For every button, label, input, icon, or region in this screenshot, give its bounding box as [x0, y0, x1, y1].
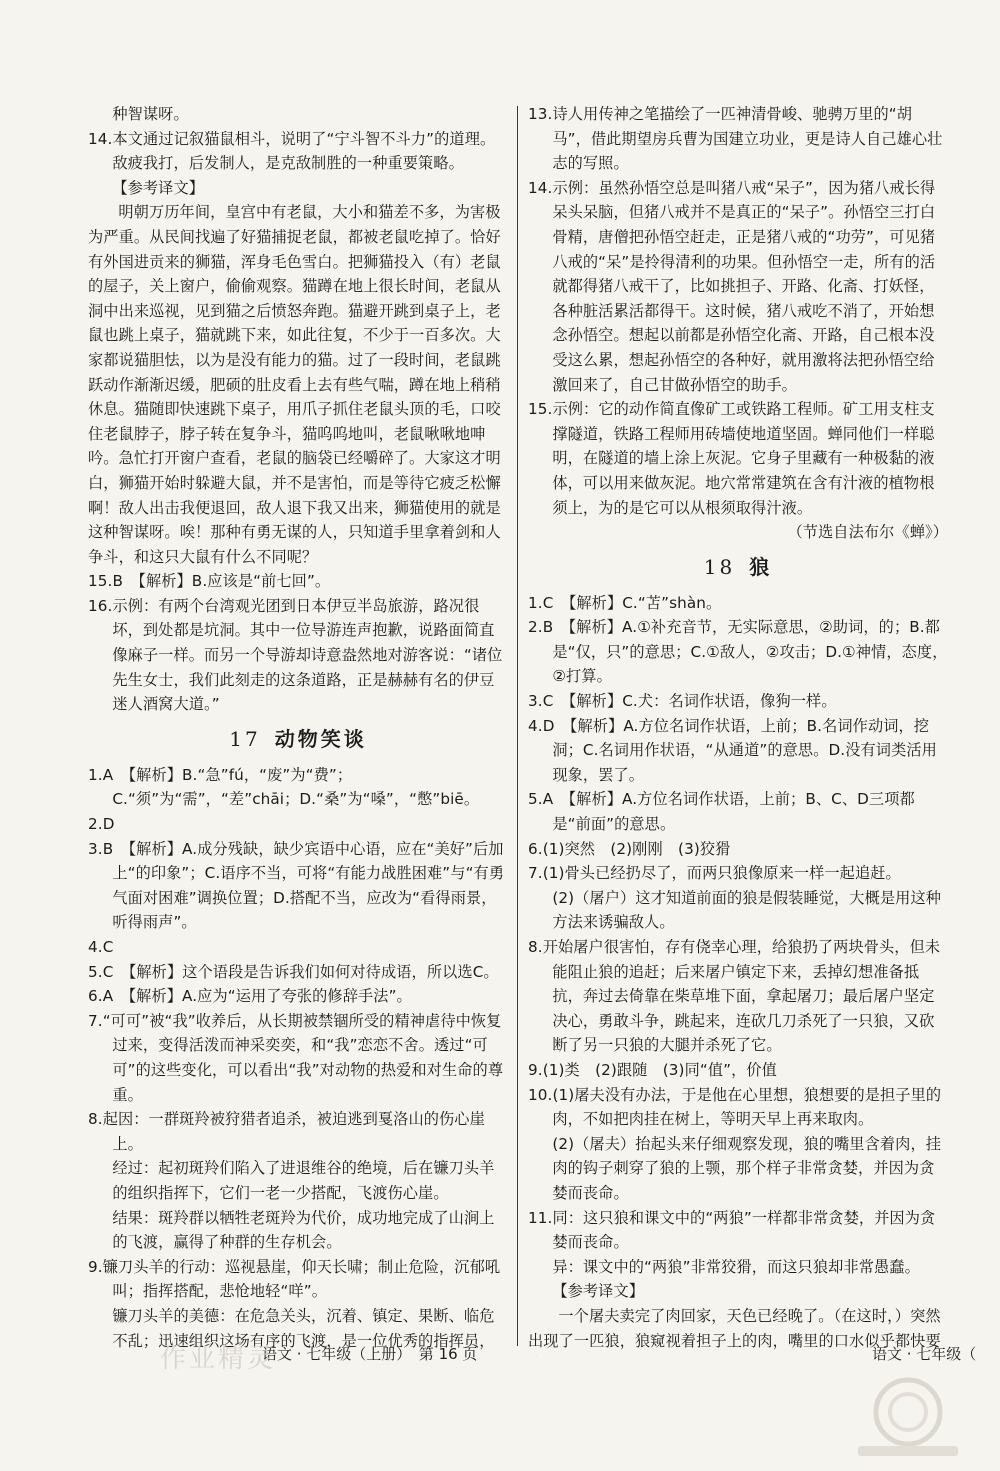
answer-paragraph: 镰刀头羊的美德：在危急关头，沉着、镇定、果断、临危不乱；迅速组织这场有序的飞渡，是一位优秀的指挥员， [112, 1306, 495, 1350]
reference-translation-label: 【参考译文】 [112, 178, 205, 197]
answer-paragraph: 16.示例：有两个台湾观光团到日本伊豆半岛旅游，路况很坏，到处都是坑洞。其中一位导游连声抱歉，说路面简直像麻子一样。而另一个导游却诗意盎然地对游客说：“诸位先生女士，我们此刻走的这条道路，正是赫赫有名的伊豆迷人酒窝大道。” [88, 596, 503, 714]
answer-paragraph: 6.A 【解析】A.应为“运用了夸张的修辞手法”。 [88, 987, 412, 1006]
answer-paragraph: 13.诗人用传神之笔描绘了一匹神清骨峻、驰骋万里的“胡马”，借此期望房兵曹为国建立功业，更是诗人自己雄心壮志的写照。 [528, 105, 943, 173]
reference-translation-label: 【参考译文】 [552, 1282, 645, 1301]
answer-paragraph: 6.(1)突然 (2)刚刚 (3)狡猾 [528, 839, 731, 858]
answer-paragraph: 15.示例：它的动作简直像矿工或铁路工程师。矿工用支柱支撑隧道，铁路工程师用砖墙使地道坚固。蝉同他们一样聪明，在隧道的墙上涂上灰泥。它身子里藏有一种极黏的液体，可以用来做灰泥。地穴常常建筑在含有汁液的植物根须上，为的是它可以从根须取得汁液。 [528, 400, 935, 517]
answer-paragraph: 11.同：这只狼和课文中的“两狼”一样都非常贪婪，并因为贪婪而丧命。 [528, 1208, 936, 1252]
lesson-heading [528, 553, 948, 581]
answer-paragraph: 10.(1)屠夫没有办法，于是他在心里想，狼想要的是担子里的肉，不如把肉挂在树上，等明天早上再来取肉。 [528, 1085, 942, 1129]
answer-paragraph: 1.A 【解析】B.“急”fú，“废”为“费”；C.“须”为“需”，“差”chāi；D.“桑”为“嗓”，“憋”biē。 [88, 765, 480, 809]
lesson-heading [88, 725, 508, 753]
answer-paragraph: 2.B 【解析】A.①补充音节，无实际意思，②助词，的；B.都是“仅，只”的意思；C.①敌人，②攻击；D.①神情，态度，②打算。 [528, 618, 948, 686]
answer-paragraph: 一个屠夫卖完了肉回家，天色已经晚了。（在这时，）突然出现了一匹狼，狼窥视着担子上的肉，嘴里的口水似乎都快要 [528, 1306, 941, 1350]
answer-paragraph: 9.镰刀头羊的行动：巡视悬崖，仰天长啸；制止危险，沉郁吼叫；指挥搭配，悲怆地轻“咩”。 [88, 1257, 501, 1301]
answer-paragraph: 15.B 【解析】B.应该是“前七回”。 [88, 572, 331, 591]
answer-paragraph: 结果：斑羚群以牺牲老斑羚为代价，成功地完成了山涧上的飞渡，赢得了种群的生存机会。 [112, 1208, 495, 1252]
answer-paragraph: 5.C 【解析】这个语段是告诉我们如何对待成语，所以选C。 [88, 962, 499, 981]
watermark-text: 作业精灵 [160, 1344, 277, 1374]
lesson-number: 17 [229, 726, 261, 751]
answer-paragraph: 明朝万历年间，皇宫中有老鼠，大小和猫差不多，为害极为严重。从民间找遍了好猫捕捉老鼠，都被老鼠吃掉了。恰好有外国进贡来的狮猫，浑身毛色雪白。把狮猫投入（有）老鼠的屋子，关上窗户，偷偷观察。猫蹲在地上很长时间，老鼠从洞中出来巡视，见到猫之后愤怒奔跑。猫避开跳到桌子上，老鼠也跳上桌子，猫就跳下来，如此往复，不少于一百多次。大家都说猫胆怯，以为是没有能力的猫。过了一段时间，老鼠跳跃动作渐渐迟缓，肥硕的肚皮看上去有些气喘，蹲在地上稍稍休息。猫随即快速跳下桌子，用爪子抓住老鼠头顶的毛，口咬住老鼠脖子，脖子转在复争斗，猫呜呜地叫，老鼠啾啾地呻吟。急忙打开窗户查看，老鼠的脑袋已经嚼碎了。大家这才明白，狮猫开始时躲避大鼠，并不是害怕，而是等待它疲乏松懈啊！敌人出击我便退回，敌人退下我又出来，狮猫使用的就是这种智谋呀。唉！那种有勇无谋的人，只知道手里拿着剑和人争斗，和这只大鼠有什么不同呢？ [88, 203, 501, 566]
answer-paragraph: （节选自法布尔《蝉》） [787, 523, 948, 542]
answer-paragraph: 2.D [88, 815, 115, 834]
right-column [528, 102, 948, 1357]
answer-paragraph: 4.D 【解析】A.方位名词作状语，上前；B.名词作动词，挖洞；C.名词用作状语，“从通道”的意思。D.没有词类活用现象，罢了。 [528, 716, 937, 784]
answer-paragraph: 14.本文通过记叙猫鼠相斗，说明了“宁斗智不斗力”的道理。敌疲我打，后发制人，是克敌制胜的一种重要策略。 [88, 129, 496, 173]
lesson-title: 狼 [749, 554, 773, 579]
answer-paragraph: (2)（屠夫）抬起头来仔细观察发现，狼的嘴里含着肉，挂肉的钩子刺穿了狼的上颚，那个样子非常贪婪，并因为贪婪而丧命。 [552, 1134, 942, 1202]
left-column [88, 102, 508, 1357]
answer-paragraph: 8.开始屠户很害怕，存有侥幸心理，给狼扔了两块骨头，但未能阻止狼的追赶；后来屠户镇定下来，丢掉幻想准备抵抗，奔过去倚靠在柴草堆下面，拿起屠刀；最后屠户坚定决心，勇敢斗争，跳起来，连砍几刀杀死了一只狼，又砍断了另一只狼的大腿并杀死了它。 [528, 938, 941, 1055]
answer-paragraph: (2)（屠户）这才知道前面的狼是假装睡觉，大概是用这种方法来诱骗敌人。 [552, 888, 942, 932]
answer-paragraph: 经过：起初斑羚们陷入了进退维谷的绝境，后在镰刀头羊的组织指挥下，它们一老一少搭配，飞渡伤心崖。 [112, 1159, 495, 1202]
answer-paragraph: 5.A 【解析】A.方位名词作状语，上前；B、C、D三项都是“前面”的意思。 [528, 790, 915, 834]
lesson-number: 18 [703, 554, 736, 579]
answer-paragraph: 4.C [88, 938, 114, 956]
answer-paragraph: 3.B 【解析】A.成分残缺，缺少宾语中心语，应在“美好”后加上“的印象”；C.语序不当，可将“有能力战胜困难”与“有勇气面对困难”调换位置；D.搭配不当，应改为“看得雨景，听得雨声”。 [88, 839, 505, 932]
answer-paragraph: 7.(1)骨头已经扔尽了，而两只狼像原来一样一起追赶。 [528, 864, 901, 883]
column-divider [517, 106, 518, 1346]
answer-paragraph: 种智谋呀。 [112, 105, 189, 123]
footer-left: 语文 · 七年级（上册） 第 16 页 [262, 1345, 478, 1363]
answer-paragraph: 1.C 【解析】C.“苫”shàn。 [528, 593, 722, 612]
answer-paragraph: 8.起因：一群斑羚被狩猎者追杀，被迫逃到戛洛山的伤心崖上。 [88, 1110, 485, 1153]
answer-paragraph: 3.C 【解析】C.犬：名词作状语，像狗一样。 [528, 692, 837, 711]
answer-paragraph: 7.“可可”被“我”收养后，从长期被禁锢所受的精神虐待中恢复过来，变得活泼而神采奕奕，和“我”恋恋不舍。透过“可可”的这些变化，可以看出“我”对动物的热爱和对生命的尊重。 [88, 1011, 504, 1104]
answer-paragraph: 14.示例：虽然孙悟空总是叫猪八戒“呆子”，因为猪八戒长得呆头呆脑，但猪八戒并不是真正的“呆子”。孙悟空三打白骨精，唐僧把孙悟空赶走，正是猪八戒的“功劳”，可见猪八戒的“呆”是拎得清利的功果。但孙悟空一走，所有的活就都得猪八戒干了，比如挑担子、开路、化斋、打妖怪，各种脏活累活都得干。这时候，猪八戒吃不消了，开始想念孙悟空。想起以前都是孙悟空化斋、开路，自己根本没受这么累，想起孙悟空的各种好，就用激将法把孙悟空给激回来了，自己甘做孙悟空的助手。 [528, 178, 936, 394]
footer-right: 语文 · 七年级（ [872, 1345, 977, 1363]
answer-paragraph: 9.(1)类 (2)跟随 (3)同“值”，价值 [528, 1060, 777, 1079]
lesson-title: 动物笑谈 [274, 726, 367, 751]
watermark-logo-icon [848, 1372, 968, 1462]
answer-paragraph: 异：课文中的“两狼”非常狡猾，而这只狼却非常愚蠢。 [552, 1257, 920, 1276]
